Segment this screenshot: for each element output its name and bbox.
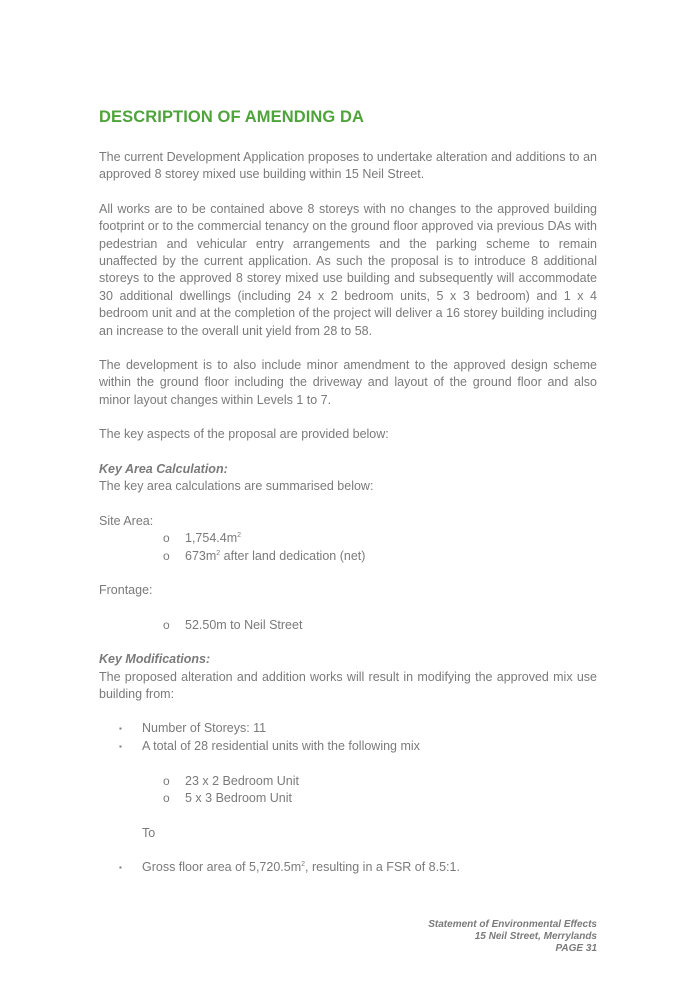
list-item: o $1,754.4m^2$ bbox=[99, 530, 597, 548]
footer-document-title: Statement of Environmental Effects bbox=[428, 919, 597, 930]
list-item: o 5 x 3 Bedroom Unit bbox=[99, 790, 597, 808]
key-modifications-intro: The proposed alteration and addition works will result in modifying the approved mix use building from: bbox=[99, 669, 597, 701]
key-area-intro: The key area calculations are summarised below: bbox=[99, 479, 374, 494]
circle-bullet-icon: o bbox=[163, 548, 170, 563]
document-page bbox=[99, 108, 597, 877]
frontage-label: Frontage: bbox=[99, 583, 153, 598]
circle-bullet-icon: o bbox=[163, 530, 170, 545]
key-area-heading: Key Area Calculation: bbox=[99, 461, 228, 476]
paragraph-minor-amendment: The development is to also include minor amendment to the approved design scheme within the ground floor including the driveway and layout of the ground floor and also minor layout changes within Levels 1 to 7. bbox=[99, 358, 597, 407]
section-heading: DESCRIPTION OF AMENDING DA bbox=[99, 108, 365, 126]
gfa-list bbox=[99, 859, 597, 877]
paragraph-key-aspects: The key aspects of the proposal are provided below: bbox=[99, 427, 389, 442]
paragraph-current-da: The current Development Application proposes to undertake alteration and additions to an approved 8 storey mixed use building within 15 Neil Street. bbox=[99, 150, 597, 182]
list-item: o $673m^2$ after land dedication (net) bbox=[99, 548, 597, 566]
square-bullet-icon: ▪ bbox=[119, 724, 122, 734]
modifications-list bbox=[99, 720, 597, 755]
footer-address: 15 Neil Street, Merrylands bbox=[474, 931, 597, 942]
list-item: ▪ Number of Storeys: 11 bbox=[99, 720, 597, 738]
square-bullet-icon: ▪ bbox=[119, 741, 122, 751]
list-item: o 52.50m to Neil Street bbox=[99, 617, 597, 635]
circle-bullet-icon: o bbox=[163, 617, 170, 632]
circle-bullet-icon: o bbox=[163, 791, 170, 806]
list-item: o 23 x 2 Bedroom Unit bbox=[99, 773, 597, 791]
list-item: ▪ A total of 28 residential units with the following mix bbox=[99, 738, 597, 756]
circle-bullet-icon: o bbox=[163, 773, 170, 788]
footer-page-number: PAGE 31 bbox=[555, 943, 597, 954]
frontage-list bbox=[99, 617, 597, 635]
paragraph-works-scope: All works are to be contained above 8 storeys with no changes to the approved building footprint or to the commercial tenancy on the ground floor approved via previous DAs with pedestrian and vehicular entry arrangements and the parking scheme to remain unaffected by the current application. As such the proposal is to introduce 8 additional storeys to the approved 8 storey mixed use building and subsequently will accommodate 30 additional dwellings (including 24 x 2 bedroom units, 5 x 3 bedroom) and 1 x 4 bedroom unit and at the completion of the project will deliver a 16 storey building including an increase to the overall unit yield from 28 to 58. bbox=[99, 201, 597, 338]
site-area-label: Site Area: bbox=[99, 513, 154, 528]
site-area-list bbox=[99, 530, 597, 565]
list-item: ▪ Gross floor area of $5,720.5m^2$, resulting in a FSR of 8.5:1. bbox=[99, 859, 597, 877]
page-footer bbox=[428, 919, 597, 955]
square-bullet-icon: ▪ bbox=[119, 863, 122, 873]
unit-mix-list bbox=[99, 773, 597, 808]
key-modifications-heading: Key Modifications: bbox=[99, 652, 211, 667]
to-label: To bbox=[142, 825, 156, 840]
